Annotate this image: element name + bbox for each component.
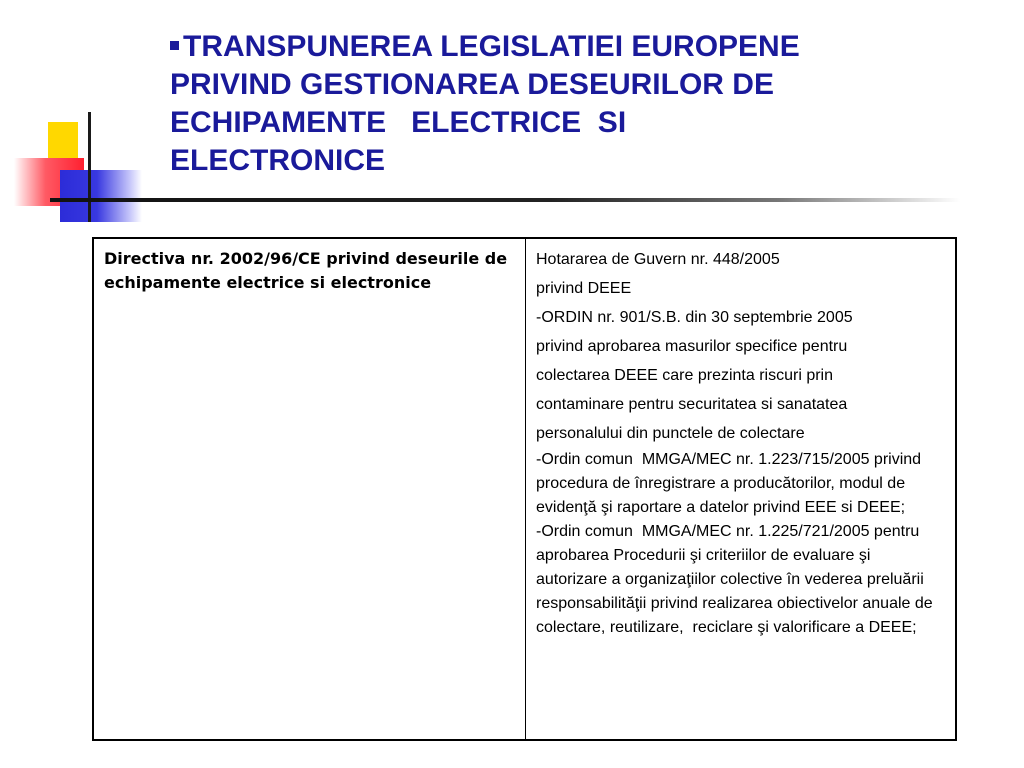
ordin-comun-2: -Ordin comun MMGA/MEC nr. 1.225/721/2005 pentru aprobarea Procedurii şi criteriilor de evaluare şi autorizare a organizaţiilor colective în vederea preluării responsabilităţii privind realizarea obiectivelor anuale de colectare, reutilizare, reciclare şi valorificare a DEEE; <box>536 523 938 636</box>
title-line-1 <box>170 28 930 66</box>
right-line-2: privind DEEE <box>536 280 632 297</box>
title-line-3: ECHIPAMENTE ELECTRICE SI <box>170 106 627 139</box>
table-cell-national-acts <box>526 239 955 739</box>
title-text-1: TRANSPUNEREA LEGISLATIEI EUROPENE <box>183 30 800 63</box>
right-line-5: colectarea DEEE care prezinta riscuri prin <box>536 367 834 384</box>
decorative-logo <box>0 0 160 240</box>
blue-square <box>60 170 142 222</box>
right-line-3: -ORDIN nr. 901/S.B. din 30 septembrie 2005 <box>536 309 853 326</box>
square-bullet-icon <box>170 41 179 50</box>
title-line-2: PRIVIND GESTIONAREA DESEURILOR DE <box>170 68 774 101</box>
horizontal-rule <box>50 198 960 202</box>
right-line-6: contaminare pentru securitatea si sanatatea <box>536 396 848 413</box>
legislation-table <box>92 237 957 741</box>
slide-title <box>170 28 930 180</box>
title-line-4: ELECTRONICE <box>170 144 386 177</box>
directive-text: Directiva nr. 2002/96/CE privind deseurile de echipamente electrice si electronice <box>104 249 508 292</box>
ordin-comun-1: -Ordin comun MMGA/MEC nr. 1.223/715/2005 privind procedura de înregistrare a producătorilor, modul de evidenţă şi raportare a datelor privind EEE si DEEE; <box>536 451 926 516</box>
table-cell-directive <box>94 239 526 739</box>
right-line-1: Hotararea de Guvern nr. 448/2005 <box>536 251 780 268</box>
vertical-rule <box>88 112 91 222</box>
right-line-4: privind aprobarea masurilor specifice pentru <box>536 338 848 355</box>
right-line-7: personalului din punctele de colectare <box>536 425 805 442</box>
